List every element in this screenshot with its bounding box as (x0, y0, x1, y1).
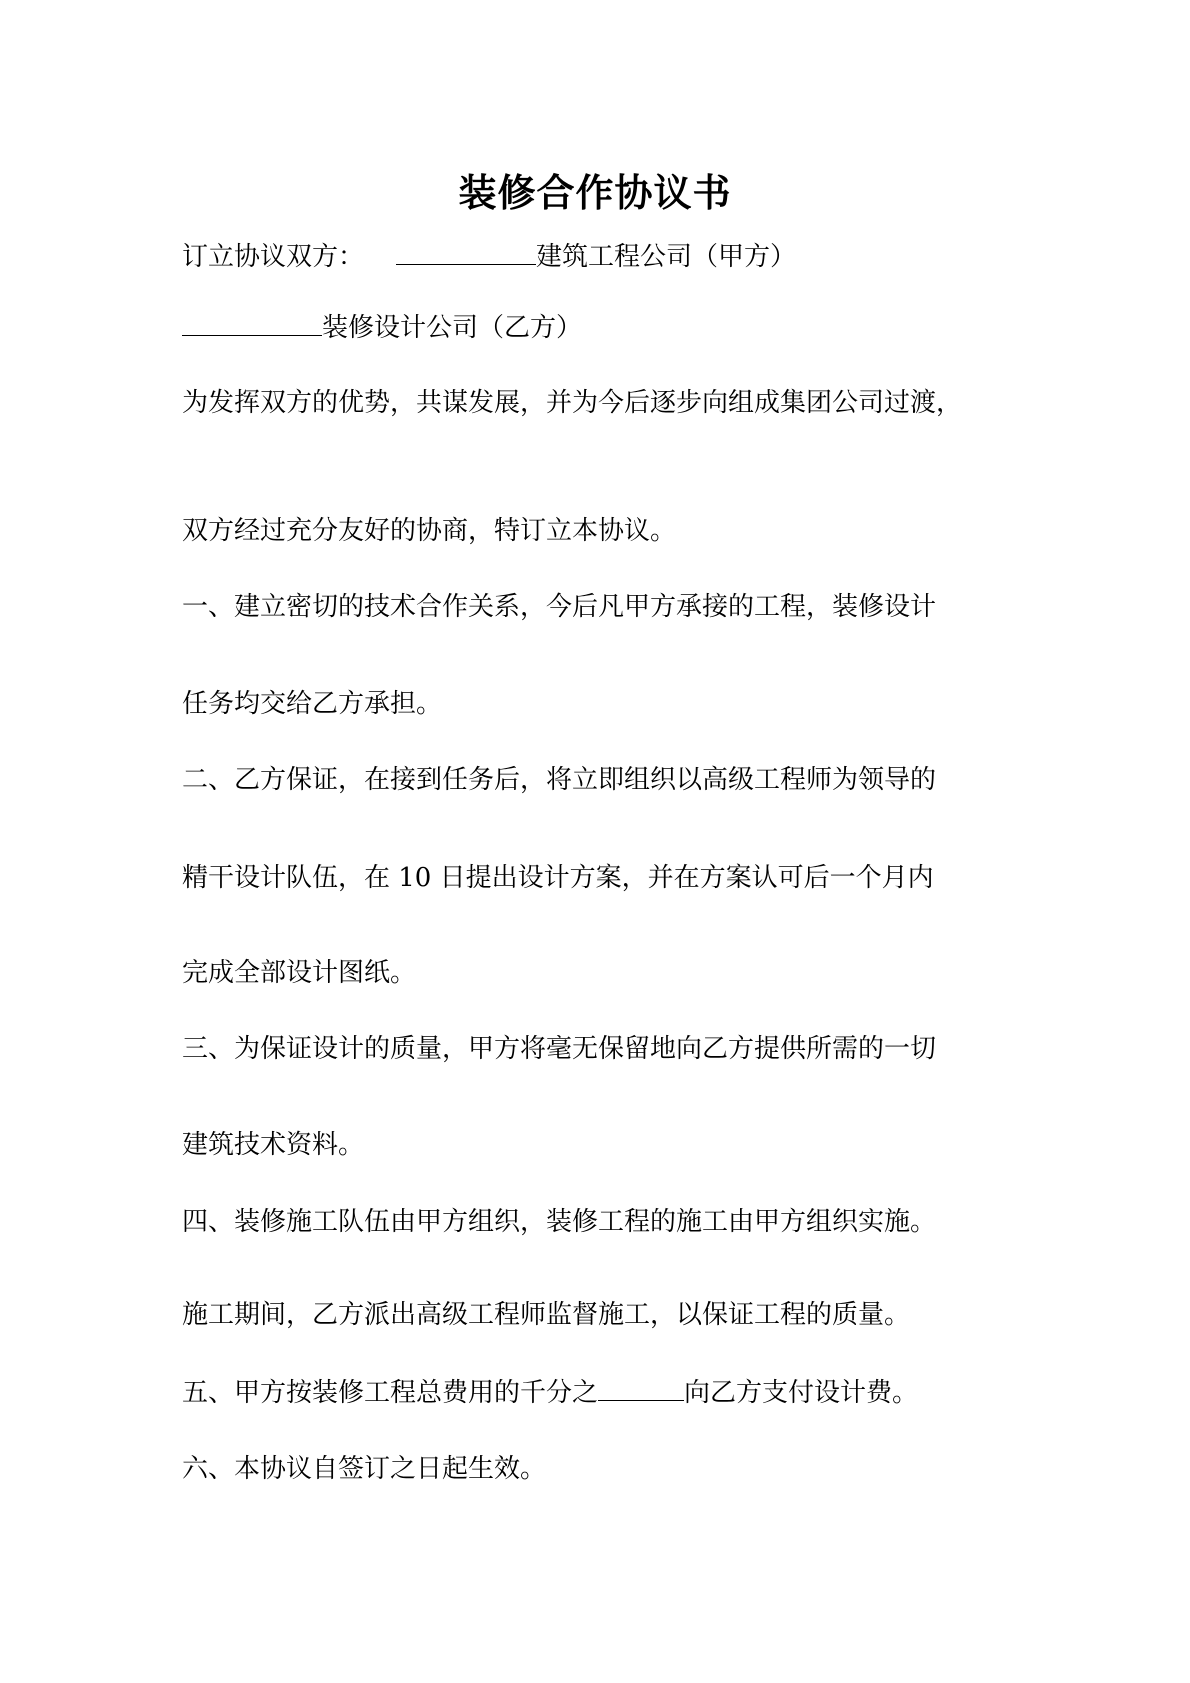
clause-3-line-1: 三、为保证设计的质量，甲方将毫无保留地向乙方提供所需的一切 (182, 1034, 937, 1064)
party-a-name: 建筑工程公司（甲方） (536, 242, 797, 272)
document-title: 装修合作协议书 (458, 171, 732, 215)
parties-line-b (182, 311, 582, 345)
clause-2-line-2: 精干设计队伍，在 10 日提出设计方案，并在方案认可后一个月内 (182, 863, 934, 893)
parties-label: 订立协议双方： (182, 242, 365, 272)
clause-4-line-1: 四、装修施工队伍由甲方组织，装修工程的施工由甲方组织实施。 (182, 1207, 937, 1237)
clause-6-line: 六、本协议自签订之日起生效。 (182, 1454, 547, 1484)
intro-line-2: 双方经过充分友好的协商，特订立本协议。 (182, 516, 677, 546)
fee-ratio-blank (598, 1376, 684, 1401)
clause-5-before: 五、甲方按装修工程总费用的千分之 (182, 1378, 599, 1408)
intro-line-1: 为发挥双方的优势，共谋发展，并为今后逐步向组成集团公司过渡， (182, 388, 963, 418)
parties-line-a (182, 240, 796, 274)
party-a-blank (396, 240, 536, 265)
party-b-name: 装修设计公司（乙方） (322, 313, 583, 343)
clause-1-line-2: 任务均交给乙方承担。 (182, 689, 443, 719)
clause-2-line-3: 完成全部设计图纸。 (182, 958, 417, 988)
clause-2-line-1: 二、乙方保证，在接到任务后，将立即组织以高级工程师为领导的 (182, 765, 937, 795)
clause-3-line-2: 建筑技术资料。 (182, 1130, 365, 1160)
clause-4-line-2: 施工期间，乙方派出高级工程师监督施工，以保证工程的质量。 (182, 1300, 911, 1330)
clause-1-line-1: 一、建立密切的技术合作关系，今后凡甲方承接的工程，装修设计 (182, 592, 937, 622)
clause-5-after: 向乙方支付设计费。 (684, 1378, 919, 1408)
clause-5-line (182, 1376, 918, 1410)
party-b-blank (182, 311, 322, 336)
